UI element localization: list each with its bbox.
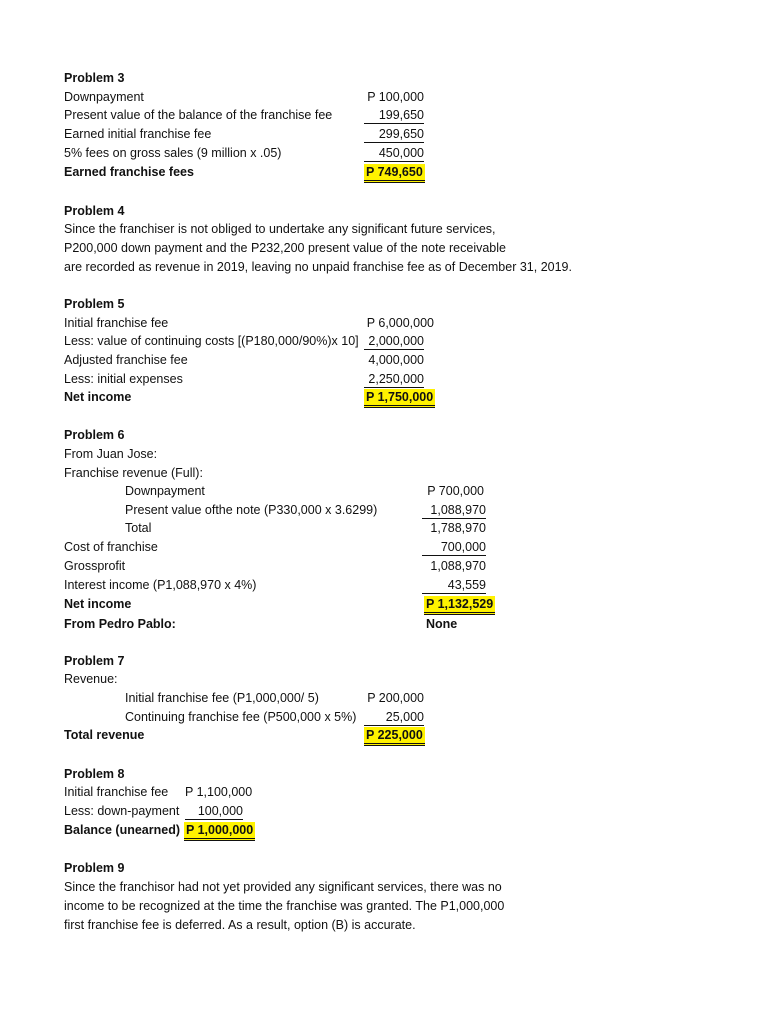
- p4-line-2: P200,000 down payment and the P232,200 present value of the note receivable: [64, 241, 506, 255]
- problem-9-heading: Problem 9: [64, 861, 125, 875]
- p3-pv-balance-label: Present value of the balance of the franchise fee: [64, 108, 333, 122]
- p6-cost-amount: 700,000: [422, 539, 486, 556]
- p3-pv-balance-amount: 199,650: [364, 107, 424, 124]
- p3-earned-fees-label: Earned franchise fees: [64, 165, 194, 179]
- p5-net-income-amount: P 1,750,000: [364, 389, 435, 408]
- p8-balance-label: Balance (unearned): [64, 823, 181, 837]
- p6-interest-amount: 43,559: [422, 577, 486, 594]
- p6-total-label: Total: [125, 521, 152, 535]
- problem-4-heading: Problem 4: [64, 204, 125, 218]
- problem-8-heading: Problem 8: [64, 767, 125, 781]
- p7-revenue-label: Revenue:: [64, 672, 118, 686]
- p3-fees-gross-label: 5% fees on gross sales (9 million x .05): [64, 146, 282, 160]
- p7-total-revenue-amount: P 225,000: [364, 727, 425, 746]
- p3-earned-fees-amount: P 749,650: [364, 164, 425, 183]
- p9-line-1: Since the franchisor had not yet provided any significant services, there was no: [64, 880, 502, 894]
- p6-grossprofit-amount: 1,088,970: [430, 559, 486, 573]
- p3-downpayment-amount: P 100,000: [367, 90, 424, 104]
- p6-pv-note-label: Present value ofthe note (P330,000 x 3.6299): [125, 503, 378, 517]
- problem-6-heading: Problem 6: [64, 428, 125, 442]
- problem-3-heading: Problem 3: [64, 71, 125, 85]
- p6-net-income-amount: P 1,132,529: [424, 596, 495, 615]
- p6-net-income-label: Net income: [64, 597, 132, 611]
- p7-initial-fee-amount: P 200,000: [367, 691, 424, 705]
- p5-continuing-costs-label: Less: value of continuing costs [(P180,000/90%)x 10]: [64, 334, 359, 348]
- problem-5-heading: Problem 5: [64, 297, 125, 311]
- p6-pv-note-amount: 1,088,970: [422, 502, 486, 519]
- p6-total-amount: 1,788,970: [430, 521, 486, 535]
- p7-continuing-fee-amount: 25,000: [364, 709, 424, 726]
- p3-earned-initial-amount: 299,650: [364, 126, 424, 143]
- p6-downpayment-amount: P 700,000: [427, 484, 484, 498]
- p3-downpayment-label: Downpayment: [64, 90, 144, 104]
- p6-from-pedro-pablo-amount: None: [426, 617, 458, 631]
- p8-down-payment-label: Less: down-payment: [64, 804, 180, 818]
- p5-initial-fee-label: Initial franchise fee: [64, 316, 169, 330]
- p6-revenue-label: Franchise revenue (Full):: [64, 466, 203, 480]
- p8-balance-amount: P 1,000,000: [184, 822, 255, 841]
- p4-line-1: Since the franchiser is not obliged to undertake any significant future services,: [64, 222, 496, 236]
- p8-down-payment-amount: 100,000: [185, 803, 243, 820]
- p7-initial-fee-label: Initial franchise fee (P1,000,000/ 5): [125, 691, 319, 705]
- p6-cost-label: Cost of franchise: [64, 540, 158, 554]
- p6-from-juan-jose: From Juan Jose:: [64, 447, 158, 461]
- p7-total-revenue-label: Total revenue: [64, 728, 145, 742]
- p9-line-2: income to be recognized at the time the franchise was granted. The P1,000,000: [64, 899, 505, 913]
- p6-from-pedro-pablo-label: From Pedro Pablo:: [64, 617, 176, 631]
- p7-continuing-fee-label: Continuing franchise fee (P500,000 x 5%): [125, 710, 357, 724]
- p5-initial-expenses-amount: 2,250,000: [364, 371, 424, 388]
- problem-7-heading: Problem 7: [64, 654, 125, 668]
- p5-adjusted-fee-amount: 4,000,000: [368, 353, 424, 367]
- p3-earned-initial-label: Earned initial franchise fee: [64, 127, 212, 141]
- p3-fees-gross-amount: 450,000: [364, 145, 424, 162]
- p9-line-3: first franchise fee is deferred. As a result, option (B) is accurate.: [64, 918, 416, 932]
- p5-adjusted-fee-label: Adjusted franchise fee: [64, 353, 188, 367]
- p5-initial-expenses-label: Less: initial expenses: [64, 372, 183, 386]
- p6-interest-label: Interest income (P1,088,970 x 4%): [64, 578, 257, 592]
- p8-initial-fee-amount: P 1,100,000: [185, 785, 253, 799]
- p8-initial-fee-label: Initial franchise fee: [64, 785, 169, 799]
- p6-grossprofit-label: Grossprofit: [64, 559, 126, 573]
- p5-initial-fee-amount: P 6,000,000: [366, 316, 434, 330]
- p4-line-3: are recorded as revenue in 2019, leaving no unpaid franchise fee as of December 31, 2019.: [64, 260, 572, 274]
- p5-continuing-costs-amount: 2,000,000: [364, 333, 424, 350]
- p6-downpayment-label: Downpayment: [125, 484, 205, 498]
- p5-net-income-label: Net income: [64, 390, 132, 404]
